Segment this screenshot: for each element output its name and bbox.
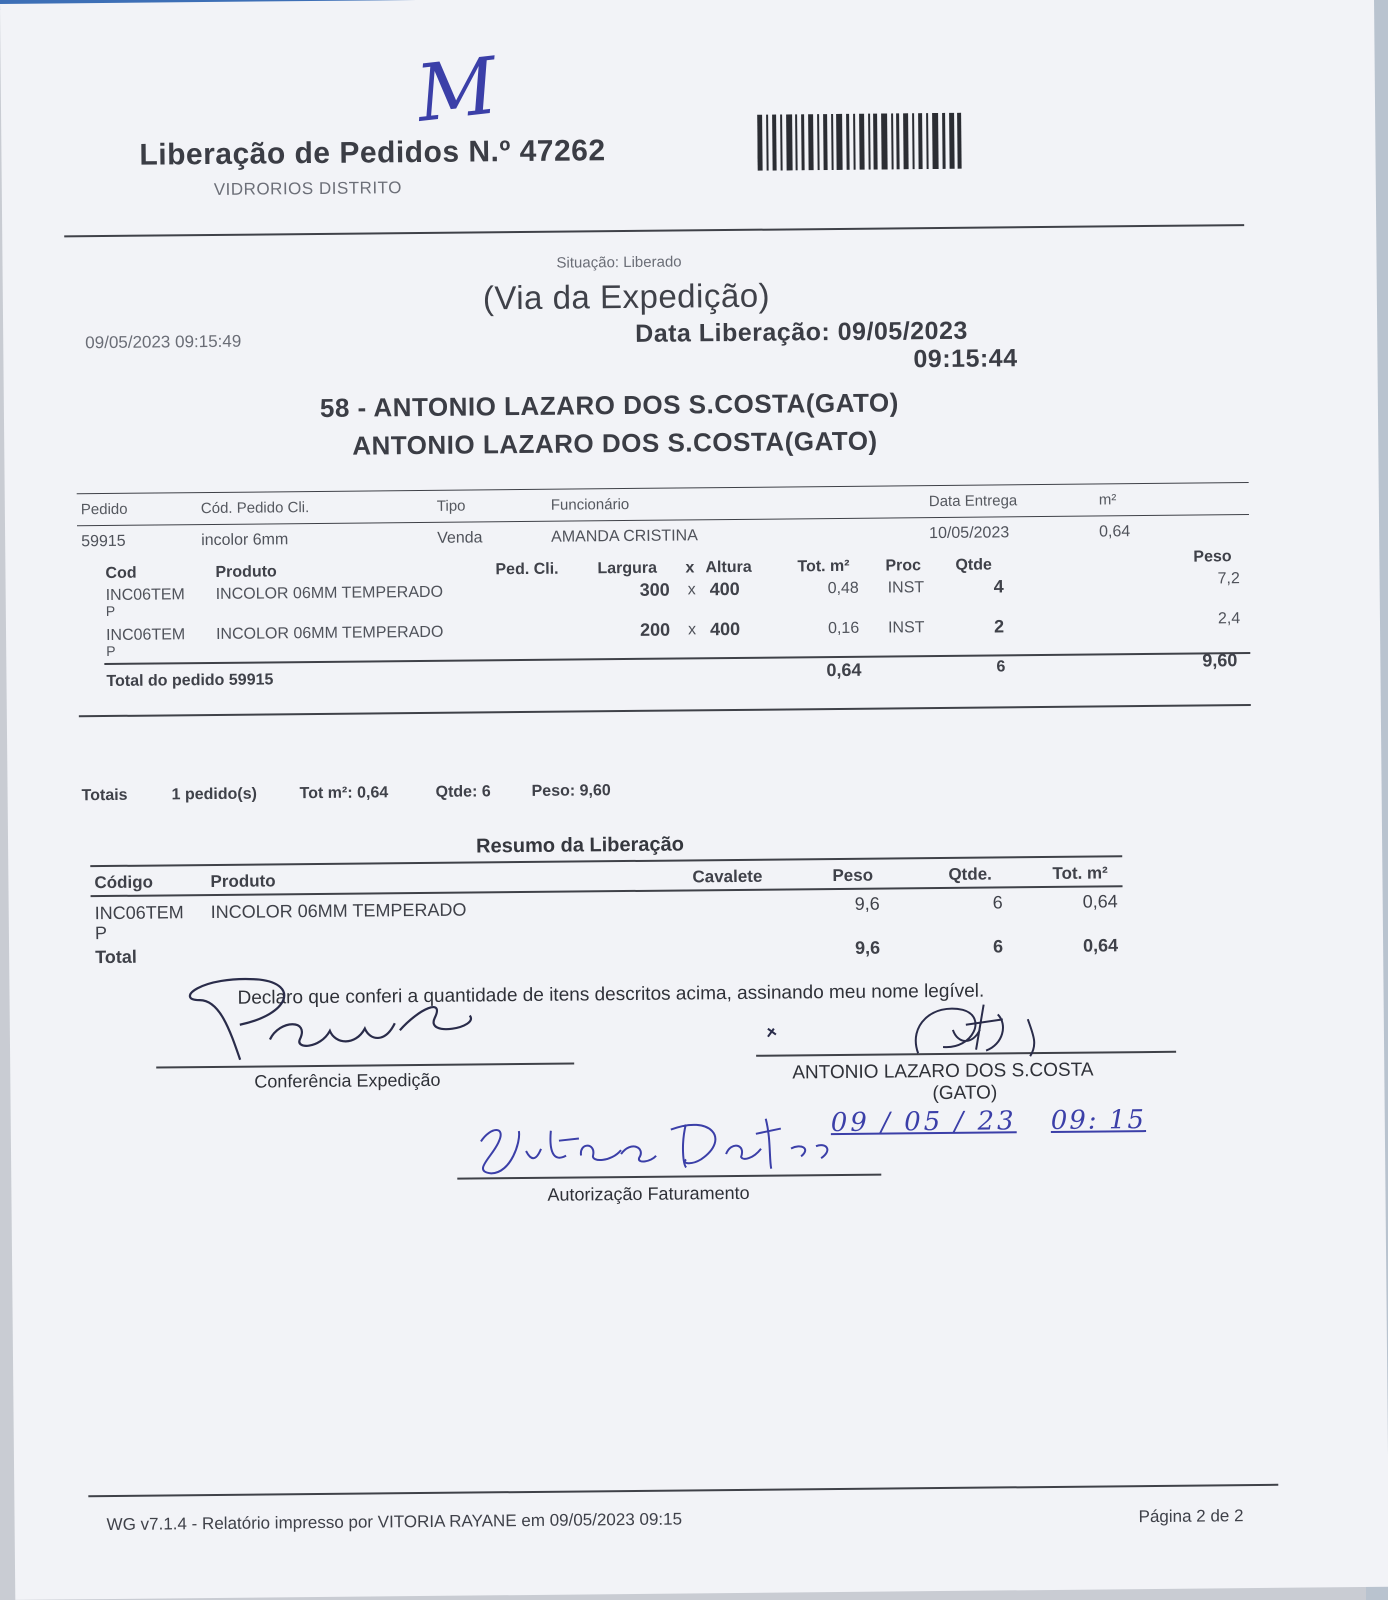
printed-timestamp: 09/05/2023 09:15:49 — [85, 331, 242, 353]
item-cod: INC06TEM — [105, 626, 186, 645]
item-tot-m2: 0,16 — [827, 619, 860, 638]
summary-codigo: INC06TEM — [94, 902, 184, 924]
items-col-produto: Produto — [215, 563, 277, 581]
summary-total-m2: 0,64 — [1082, 935, 1119, 956]
item-x: x — [687, 581, 696, 599]
signature-conferencia-scribble — [179, 967, 500, 1070]
items-col-qtde: Qtde — [955, 556, 992, 574]
handwritten-date: 09 / 05 / 23 — [830, 1106, 1017, 1139]
header-divider — [64, 224, 1244, 237]
item-peso: 7,2 — [1217, 570, 1240, 588]
order-funcionario-value: AMANDA CRISTINA — [551, 527, 698, 546]
page-number: Página 2 de 2 — [1138, 1506, 1244, 1527]
barcode-graphic — [757, 111, 964, 171]
summary-total-peso: 9,6 — [855, 937, 881, 958]
col-m2: m² — [1098, 491, 1117, 509]
order-m2-value: 0,64 — [1099, 523, 1131, 541]
item-peso: 2,4 — [1217, 610, 1241, 628]
items-col-tot-m2: Tot. m² — [797, 557, 850, 576]
status-label: Situação: Liberado — [556, 253, 682, 272]
col-cod-pedido-cli: Cód. Pedido Cli. — [200, 499, 310, 518]
item-altura: 400 — [709, 618, 741, 640]
col-tipo: Tipo — [436, 497, 466, 515]
item-cod: INC06TEM — [105, 586, 185, 605]
summary-produto: INCOLOR 06MM TEMPERADO — [210, 899, 467, 923]
via-label: (Via da Expedição) — [482, 276, 771, 317]
signature-client-scribble — [758, 994, 1079, 1067]
handwritten-time: 09: 15 — [1050, 1105, 1147, 1136]
totals-peso: Peso: 9,60 — [531, 782, 611, 800]
summary-col-qtde: Qtde. — [948, 864, 992, 884]
release-date: Data Liberação: 09/05/2023 — [635, 316, 968, 348]
item-proc: INST — [887, 579, 925, 597]
item-produto: INCOLOR 06MM TEMPERADO — [215, 623, 444, 643]
summary-col-tot-m2: Tot. m² — [1052, 863, 1108, 883]
col-funcionario: Funcionário — [550, 495, 630, 514]
totals-m2: Tot m²: 0,64 — [299, 784, 389, 803]
declaration-text: Declaro que conferi a quantidade de itens descritos acima, assinando meu nome legível. — [237, 980, 985, 1009]
customer-line-1: 58 - ANTONIO LAZARO DOS S.COSTA(GATO) — [319, 387, 899, 423]
order-total-peso: 9,60 — [1202, 650, 1238, 671]
summary-qtde: 6 — [992, 892, 1003, 913]
order-top-rule — [77, 482, 1249, 494]
summary-col-peso: Peso — [832, 865, 874, 886]
order-tipo-value: Venda — [437, 529, 483, 547]
order-total-label: Total do pedido 59915 — [106, 671, 274, 691]
order-pedido-value: 59915 — [81, 532, 126, 551]
customer-line-2: ANTONIO LAZARO DOS S.COSTA(GATO) — [352, 425, 878, 461]
col-pedido: Pedido — [80, 500, 128, 519]
items-col-ped-cli: Ped. Cli. — [495, 560, 559, 579]
handwritten-mark: M — [411, 41, 502, 140]
item-tot-m2: 0,48 — [827, 579, 859, 598]
summary-title: Resumo da Liberação — [476, 833, 685, 858]
order-data-entrega-value: 10/05/2023 — [929, 524, 1010, 543]
totals-qtde: Qtde: 6 — [435, 783, 491, 801]
order-cod-cli-value: incolor 6mm — [201, 531, 289, 550]
items-col-peso: Peso — [1193, 548, 1232, 566]
items-col-largura: Largura — [597, 559, 658, 578]
item-cod-cont: P — [105, 602, 116, 620]
summary-total-label: Total — [95, 946, 137, 968]
items-col-cod: Cod — [105, 564, 137, 583]
item-altura: 400 — [709, 578, 740, 600]
conferencia-label: Conferência Expedição — [254, 1069, 441, 1092]
order-total-m2: 0,64 — [826, 659, 862, 681]
summary-col-cavalete: Cavalete — [692, 866, 763, 887]
summary-col-codigo: Código — [94, 872, 154, 893]
col-data-entrega: Data Entrega — [928, 492, 1018, 511]
item-produto: INCOLOR 06MM TEMPERADO — [215, 583, 444, 603]
order-total-rule — [104, 652, 1250, 665]
company-name: VIDRORIOS DISTRITO — [213, 178, 403, 199]
summary-col-produto: Produto — [210, 871, 276, 892]
item-largura: 300 — [639, 579, 670, 600]
item-cod-cont: P — [106, 642, 116, 660]
summary-tot-m2: 0,64 — [1082, 891, 1118, 912]
totals-label: Totais — [81, 786, 128, 805]
autorizacao-label: Autorização Faturamento — [547, 1182, 750, 1205]
footer-rule — [88, 1484, 1278, 1497]
order-total-qtde: 6 — [996, 658, 1006, 676]
client-nickname: (GATO) — [932, 1082, 998, 1105]
signature-autorizacao-scribble — [471, 1098, 852, 1182]
client-name: ANTONIO LAZARO DOS S.COSTA — [792, 1059, 1094, 1084]
items-col-x: x — [685, 559, 695, 577]
summary-total-qtde: 6 — [992, 936, 1004, 957]
totals-pedidos: 1 pedido(s) — [171, 785, 258, 804]
item-proc: INST — [887, 619, 925, 637]
page-title: Liberação de Pedidos N.º 47262 — [139, 134, 606, 172]
summary-peso: 9,6 — [854, 893, 880, 914]
summary-codigo-cont: P — [94, 923, 108, 944]
item-x: x — [687, 621, 697, 639]
item-largura: 200 — [639, 619, 671, 640]
item-qtde: 2 — [993, 616, 1005, 637]
item-qtde: 4 — [993, 576, 1004, 597]
items-col-altura: Altura — [705, 558, 752, 577]
release-time: 09:15:44 — [913, 344, 1018, 374]
footer-print-info: WG v7.1.4 - Relatório impresso por VITORIA RAYANE em 09/05/2023 09:15 — [106, 1509, 683, 1535]
order-bottom-rule — [79, 704, 1251, 717]
items-col-proc: Proc — [885, 557, 922, 575]
